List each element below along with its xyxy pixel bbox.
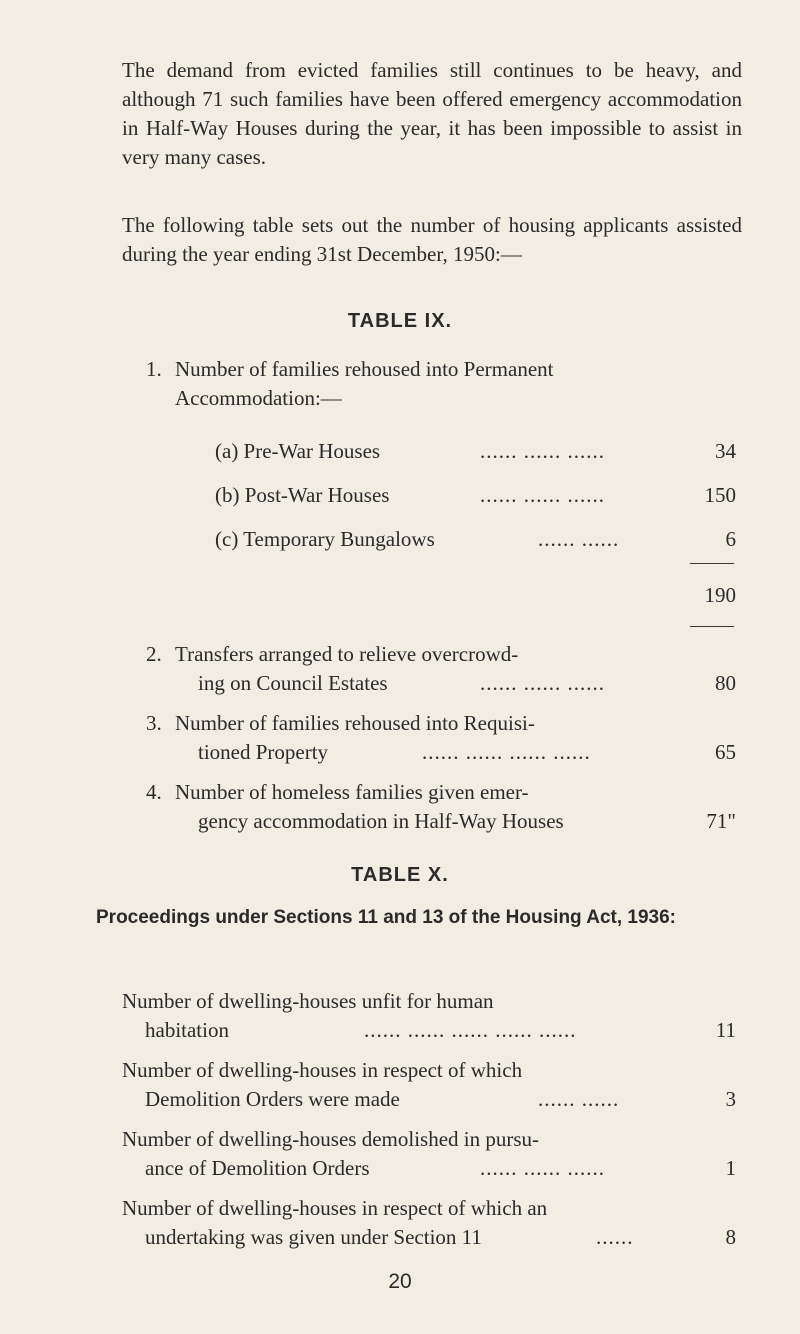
table-x-row-2-line-1: Number of dwelling-houses in respect of which (122, 1058, 523, 1082)
item-3-line-1: Number of families rehoused into Requisi- (175, 711, 535, 735)
item-3-line-2: tioned Property (198, 740, 329, 764)
subtotal-rule-bottom (690, 626, 734, 627)
table-x-row-4-value: 8 (725, 1225, 736, 1249)
table-x-row-4-line-2: undertaking was given under Section 11 (145, 1225, 482, 1249)
table-x-row-1-dots: ...... ...... ...... ...... ...... (364, 1018, 577, 1042)
table-x-title: TABLE X. (351, 864, 449, 886)
item-4-line-2: gency accommodation in Half-Way Houses (198, 809, 564, 833)
item-3-dots: ...... ...... ...... ...... (422, 740, 591, 764)
table-x-row-1-line-1: Number of dwelling-houses unfit for human (122, 989, 494, 1013)
table-x-row-1-value: 11 (715, 1018, 736, 1042)
table-x-row-2-dots: ...... ...... (538, 1087, 620, 1111)
subitem-a-dots: ...... ...... ...... (480, 439, 605, 463)
table-x-row-4-line-1: Number of dwelling-houses in respect of which an (122, 1196, 548, 1220)
subitem-b-label: (b) Post-War Houses (215, 483, 390, 507)
item-2-value: 80 (715, 671, 736, 695)
item-2-line-1: Transfers arranged to relieve overcrowd- (175, 642, 519, 666)
item-3-value: 65 (715, 740, 736, 764)
table-x-subtitle: Proceedings under Sections 11 and 13 of the Housing Act, 1936: (96, 907, 677, 928)
page-number: 20 (388, 1270, 412, 1293)
table-x-row-4-dots: ...... (596, 1225, 634, 1249)
subitem-a-value: 34 (715, 439, 736, 463)
table-x-row-3-line-1: Number of dwelling-houses demolished in pursu- (122, 1127, 540, 1151)
item-2-dots: ...... ...... ...... (480, 671, 605, 695)
subitem-a-label: (a) Pre-War Houses (215, 439, 381, 463)
table-x-row-2-line-2: Demolition Orders were made (145, 1087, 400, 1111)
subitem-c-dots: ...... ...... (538, 527, 620, 551)
table-x-row-3-line-2: ance of Demolition Orders (145, 1156, 370, 1180)
intro-paragraph-2: The following table sets out the number of housing applicants assisted during the year ending 31st December, 1950:— (122, 213, 742, 266)
table-x-row-3-value: 1 (725, 1156, 736, 1180)
item-4-number: 4. (146, 780, 162, 804)
subitem-c-value: 6 (725, 527, 736, 551)
item-1-line-1: Number of families rehoused into Permanent (175, 357, 554, 381)
item-3-number: 3. (146, 711, 162, 735)
item-2-number: 2. (146, 642, 162, 666)
table-x-row-2-value: 3 (725, 1087, 736, 1111)
subitem-b-value: 150 (704, 483, 736, 507)
item-1-line-2: Accommodation:— (175, 386, 342, 410)
item-1-total: 190 (704, 583, 736, 607)
subitem-b-dots: ...... ...... ...... (480, 483, 605, 507)
table-x-row-3-dots: ...... ...... ...... (480, 1156, 605, 1180)
subitem-c-label: (c) Temporary Bungalows (215, 527, 435, 551)
item-4-line-1: Number of homeless families given emer- (175, 780, 529, 804)
table-ix-title: TABLE IX. (347, 310, 453, 332)
table-x-row-1-line-2: habitation (145, 1018, 229, 1042)
intro-paragraph-1: The demand from evicted families still continues to be heavy, and although 71 such families have been offered emergency accommodation in Half-Way Houses during the year, it has been impossible to assist in very many cases. (122, 58, 742, 169)
item-4-value: 71" (706, 809, 736, 833)
item-1-number: 1. (146, 357, 162, 381)
item-2-line-2: ing on Council Estates (198, 671, 388, 695)
subtotal-rule-top (690, 563, 734, 564)
